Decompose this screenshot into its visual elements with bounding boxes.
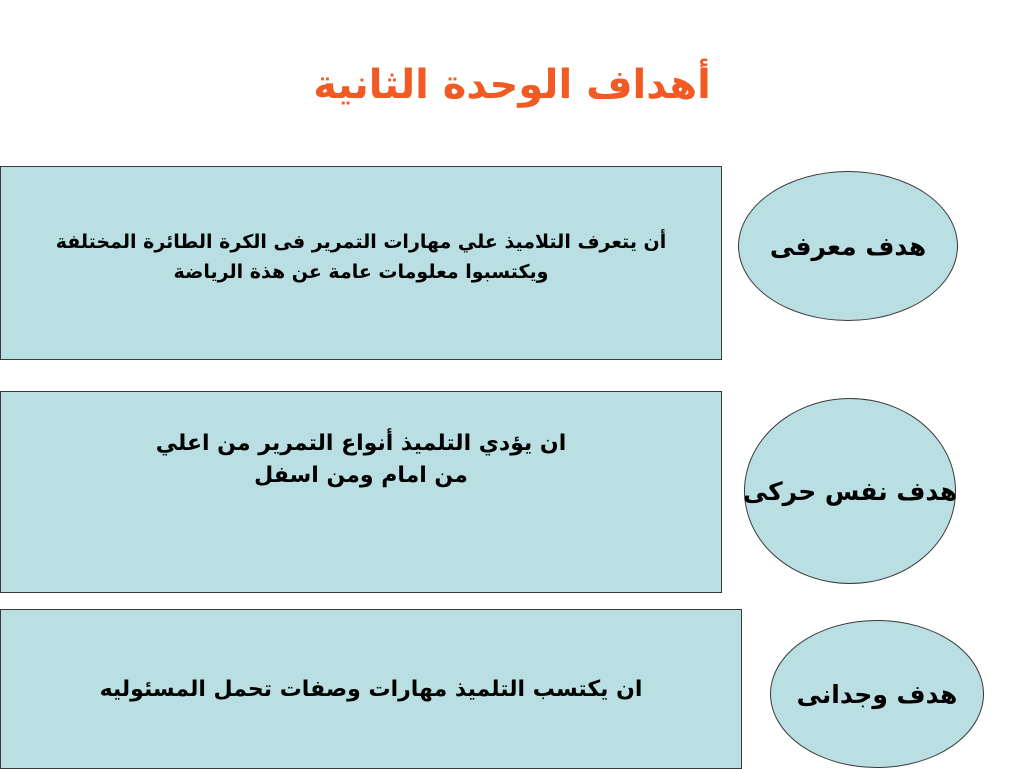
objective-text-line: من امام ومن اسفل: [254, 463, 468, 488]
objective-label-affective: هدف وجدانى: [770, 620, 984, 768]
objective-text-line: أن يتعرف التلاميذ علي مهارات التمرير فى الكرة الطائرة المختلفة: [55, 231, 667, 253]
objective-text-line: ان يؤدي التلميذ أنواع التمرير من اعلي: [155, 431, 567, 456]
slide-title: أهداف الوحدة الثانية: [313, 62, 711, 108]
objective-box-cognitive: [0, 166, 722, 360]
objective-box-affective: [0, 609, 742, 769]
objective-label-psychomotor: هدف نفس حركى: [744, 398, 956, 584]
objective-box-psychomotor: [0, 391, 722, 593]
objective-text-line: ويكتسبوا معلومات عامة عن هذة الرياضة: [173, 261, 549, 283]
objective-text-line: ان يكتسب التلميذ مهارات وصفات تحمل المسئوليه: [99, 677, 643, 702]
objective-label-cognitive: هدف معرفى: [738, 171, 958, 321]
